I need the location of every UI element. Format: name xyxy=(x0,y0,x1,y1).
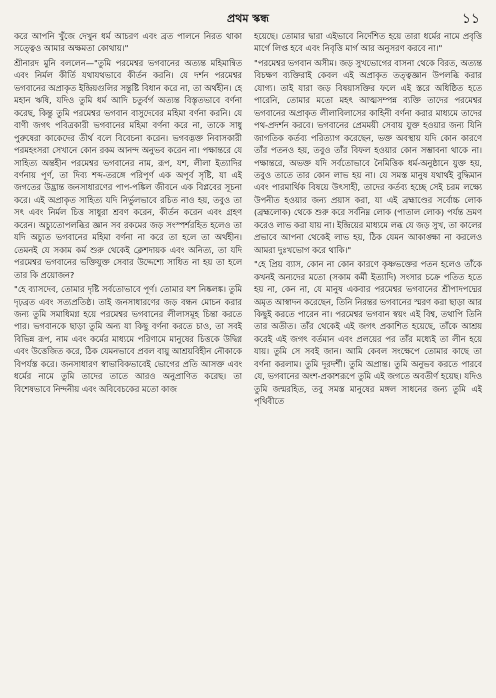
right-column xyxy=(254,30,482,410)
paragraph: শ্রীনারদ মুনি বললেন—"তুমি পরমেশ্বর ভগবানের অত্যন্ত মহিমান্বিত এবং নির্মল কীর্তি যথাযথভাবে কীর্তন করনি। যে দর্শন পরমেশ্বর ভগবানের অপ্রাকৃত ইন্দ্রিয়গুলির সন্তুষ্টি বিধান করে না, তা অর্থহীন। হে মহান ঋষি, যদিও তুমি ধর্ম আদি চতুর্বর্গ অত্যন্ত বিস্তৃতভাবে বর্ণনা করেছ, কিন্তু তুমি পরমেশ্বর ভগবান বাসুদেবের মহিমা বর্ণনা করনি। যে বাণী জগৎ পবিত্রকারী ভগবানের মহিমা বর্ণনা করে না, তাকে সাধু পুরুষেরা কাকেদের তীর্থ বলে বিবেচনা করেন। ভগবদ্ভক্ত নিবাসকারী পরমহংসরা সেখানে কোন রকম আনন্দ অনুভব করেন না। পক্ষান্তরে যে সাহিত্য অন্তহীন পরমেশ্বর ভগবানের নাম, রূপ, যশ, লীলা ইত্যাদির বর্ণনায় পূর্ণ, তা দিব্য শব্দ-তরঙ্গে পরিপূর্ণ এক অপূর্ব সৃষ্টি, যা এই জগতের উদ্ভ্রান্ত জনসাধারণের পাপ-পঙ্কিল জীবনে এক বিপ্লবের সূচনা করে। এই অপ্রাকৃত সাহিত্য যদি নির্ভুলভাবে রচিত নাও হয়, তবুও তা সৎ এবং নির্মল চিত্ত সাধুরা শ্রবণ করেন, কীর্তন করেন এবং গ্রহণ করেন। অচ্যুতোপলব্ধির জ্ঞান সব রকমের জড় সংস্পর্শরহিত হলেও তা যদি অচ্যুত ভগবানের মহিমা বর্ণনা না করে তা হলে তা অর্থহীন। তেমনই যে সকাম কর্ম শুরু থেকেই ক্লেশদায়ক এবং অনিত্য, তা যদি পরমেশ্বর ভগবানের ভক্তিযুক্ত সেবার উদ্দেশ্যে সাধিত না হয় তা হলে তার কি প্রয়োজন? xyxy=(14,57,242,280)
left-column xyxy=(14,30,242,410)
paragraph: হয়েছে। তোমার দ্বারা এইভাবে নির্দেশিত হয়ে তারা ধর্মের নামে প্রবৃত্তি মার্গে লিপ্ত হবে এবং নিবৃত্তি মার্গ আর অনুসরণ করবে না।" xyxy=(254,31,482,54)
page-number: ১১ xyxy=(461,11,480,27)
page-header xyxy=(14,6,482,28)
running-head: প্রথম স্কন্ধ xyxy=(227,12,269,25)
paragraph: করে আপনি খুঁজে দেখুন ধর্ম আচরণ এবং ব্রত পালনে নিরত থাকা সত্ত্বেও আমার অক্ষমতা কোথায়।" xyxy=(14,31,242,54)
paragraph: "পরমেশ্বর ভগবান অসীম। জড় সুখভোগের বাসনা থেকে বিরত, অত্যন্ত বিচক্ষণ ব্যক্তিরাই কেবল এই অপ্রাকৃত তত্ত্বজ্ঞান উপলব্ধি করার যোগ্য। তাই যারা জড় বিষয়াসক্তির ফলে এই স্তরে অধিষ্ঠিত হতে পারেনি, তোমার মতো মহৎ আত্মসম্পন্ন ব্যক্তি তাদের পরমেশ্বর ভগবানের অপ্রাকৃত লীলাবিলাসের কাহিনী বর্ণনা করার মাধ্যমে তাদের পথ-প্রদর্শন করবে। ভগবানের প্রেমময়ী সেবায় যুক্ত হওয়ার জন্য যিনি জাগতিক কর্তব্য পরিত্যাগ করেছেন, ভক্ত অবস্থায় যদি কোন কারণে তাঁর পতনও হয়, তবুও তাঁর বিফল হওয়ার কোন সম্ভাবনা থাকে না। পক্ষান্তরে, অভক্ত যদি সর্বতোভাবে নৈমিত্তিক ধর্ম-অনুষ্ঠানে যুক্ত হয়, তবুও তাতে তার কোন লাভ হয় না। যে সমস্ত মানুষ যথার্থই বুদ্ধিমান এবং পারমার্থিক বিষয়ে উৎসাহী, তাদের কর্তব্য হচ্ছে সেই চরম লক্ষ্যে উপনীত হওয়ার জন্য প্রয়াস করা, যা এই ব্রহ্মাণ্ডের সর্বোচ্চ লোক (ব্রহ্মলোক) থেকে শুরু করে সর্বনিম্ন লোক (পাতাল লোক) পর্যন্ত ভ্রমণ করেও লাভ করা যায় না। ইন্দ্রিয়ের মাধ্যমে লব্ধ যে জড় সুখ, তা কালের প্রভাবে আপনা থেকেই লাভ হয়, ঠিক যেমন আকাঙ্ক্ষা না করলেও আমরা দুঃখভোগ করে থাকি।" xyxy=(254,57,482,255)
paragraph: "হে প্রিয় ব্যাস, কোন না কোন কারণে কৃষ্ণভক্তের পতন হলেও তাঁকে কখনই অন্যদের মতো (সকাম কর্মী ইত্যাদি) সংসার চক্রে পতিত হতে হয় না, কেন না, যে মানুষ একবার পরমেশ্বর ভগবানের শ্রীপাদপদ্মের অমৃত আস্বাদন করেছেন, তিনি নিরন্তর ভগবানের স্মরণ করা ছাড়া আর কিছুই করতে পারেন না। পরমেশ্বর ভগবান স্বয়ং এই বিশ্ব, তথাপি তিনি তার অতীত। তাঁর থেকেই এই জগৎ প্রকাশিত হয়েছে, তাঁকে আশ্রয় করেই এই জগৎ বর্তমান এবং প্রলয়ের পর তাঁর মধ্যেই তা লীন হয়ে যায়। তুমি সে সবই জান। আমি কেবল সংক্ষেপে তোমার কাছে তা বর্ণনা করলাম। তুমি দূরদর্শী। তুমি অপ্রান্ত। তুমি অনুভব করতে পারবে যে, ভগবানের অংশ-প্রকাশরূপে তুমি এই জগতে অবতীর্ণ হয়েছ। যদিও তুমি জন্মরহিত, তবু সমস্ত মানুষের মঙ্গল সাধনের জন্য তুমি এই পৃথিবীতে xyxy=(254,259,482,407)
text-columns xyxy=(14,30,482,410)
paragraph: "হে ব্যাসদেব, তোমার দৃষ্টি সর্বতোভাবে পূর্ণ। তোমার যশ নিষ্কলঙ্ক। তুমি দৃঢ়ব্রত এবং সত্যপ্রতিষ্ঠ। তাই জনসাধারণের জড় বন্ধন মোচন করার জন্য তুমি সমাধিমগ্ন হয়ে পরমেশ্বর ভগবানের লীলাসমূহ চিন্তা করতে পার। ভগবানকে ছাড়া তুমি অন্য যা কিছু বর্ণনা করতে চাও, তা সবই বিভিন্ন রূপ, নাম এবং কর্মের মাধ্যমে পরিণামে মানুষের চিত্তকে উদ্বিগ্ন এবং উত্তেজিত করে, ঠিক যেমনভাবে প্রবল বায়ু আশ্রয়বিহীন নৌকাকে বিপর্যস্ত করে। জনসাধারণ স্বাভাবিকভাবেই ভোগের প্রতি আসক্ত এবং ধর্মের নামে তুমি তাদের তাতে আরও অনুপ্রাণিত করেছ। তা বিশেষভাবে নিন্দনীয় এবং অবিবেচকের মতো কাজ xyxy=(14,284,242,394)
